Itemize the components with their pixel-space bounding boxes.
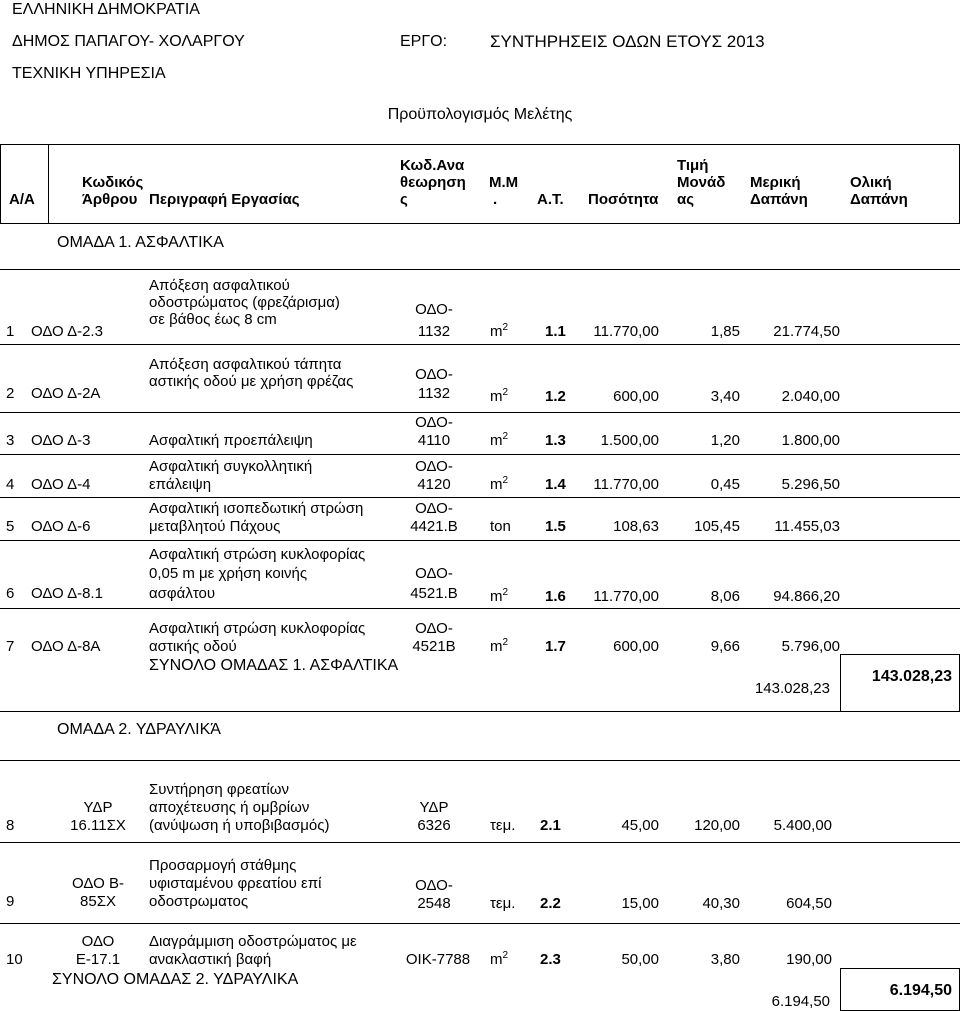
col-unit-price: Τιμή — [677, 157, 709, 174]
row-7-unit: $m^2$ — [490, 637, 509, 655]
row-4-article: 1.4 — [545, 476, 566, 493]
col-description: Περιγραφή Εργασίας — [149, 191, 300, 208]
col-revision: Κωδ.Ανα — [400, 157, 465, 174]
group-2-sum-total: 6.194,50 — [889, 982, 952, 999]
row-7-quantity: 600,00 — [613, 638, 659, 655]
col-total-cost: Ολική — [850, 174, 892, 191]
row-10-aa: 10 — [6, 951, 23, 968]
row-4-rev: ΟΔΟ- — [415, 458, 453, 475]
row-5-aa: 5 — [6, 518, 15, 535]
row-7-desc: Ασφαλτική στρώση κυκλοφορίας — [149, 620, 366, 637]
group-divider — [0, 760, 960, 761]
row-8-aa: 8 — [6, 817, 15, 834]
row-5-code: ΟΔΟ Δ-6 — [31, 518, 91, 535]
row-9-code: ΟΔΟ Β- — [72, 875, 124, 892]
row-9-desc: Προσαρμογή στάθμης — [149, 857, 297, 874]
row-2-partial: 2.040,00 — [781, 388, 840, 405]
row-4-unit: $m^2$ — [490, 475, 509, 493]
col-partial-cost-2: Δαπάνη — [750, 191, 808, 208]
row-2-desc-2: αστικής οδού με χρήση φρέζας — [149, 373, 354, 390]
row-2-aa: 2 — [6, 385, 15, 402]
row-6-desc-3: ασφάλτου — [149, 585, 216, 602]
row-9-code-2: 85ΣΧ — [80, 893, 116, 910]
row-4-desc-2: επάλειψη — [149, 476, 212, 493]
row-8-code-2: 16.11ΣΧ — [70, 817, 126, 834]
group-2-sum-partial: 6.194,50 — [771, 993, 830, 1010]
row-5-rev-2: 4421.Β — [410, 518, 458, 535]
row-8-quantity: 45,00 — [621, 817, 659, 834]
row-8-partial: 5.400,00 — [773, 817, 832, 834]
row-9-desc-2: υφισταμένου φρεατίου επί — [149, 875, 322, 892]
row-8-desc-2: αποχέτευσης ή ομβρίων — [149, 799, 310, 816]
row-6-unit: $m^2$ — [490, 587, 509, 605]
row-3-unit: $m^2$ — [490, 431, 509, 449]
row-10-quantity: 50,00 — [621, 951, 659, 968]
group-1-sum-label: ΣΥΝΟΛΟ ΟΜΑΔΑΣ 1. ΑΣΦΑΛΤΙΚΑ — [149, 657, 399, 674]
row-1-quantity: 11.770,00 — [593, 323, 659, 340]
col-partial-cost: Μερική — [750, 174, 801, 191]
row-3-quantity: 1.500,00 — [600, 432, 659, 449]
row-3-code: ΟΔΟ Δ-3 — [31, 432, 91, 449]
row-7-price: 9,66 — [710, 638, 740, 655]
row-3-rev: ΟΔΟ- — [415, 414, 453, 431]
row-2-rev-2: 1132 — [417, 385, 451, 402]
row-9-rev-2: 2548 — [417, 895, 451, 912]
col-total-cost-2: Δαπάνη — [850, 191, 908, 208]
row-4-quantity: 11.770,00 — [593, 476, 659, 493]
row-1-aa: 1 — [6, 323, 15, 340]
row-1-article: 1.1 — [545, 323, 566, 340]
row-divider — [0, 608, 960, 609]
row-1-code: ΟΔΟ Δ-2.3 — [31, 323, 103, 340]
row-6-partial: 94.866,20 — [773, 588, 840, 605]
col-code-2: Άρθρου — [82, 191, 138, 208]
row-9-unit: τεμ. — [490, 895, 516, 912]
row-3-article: 1.3 — [545, 432, 566, 449]
row-1-partial: 21.774,50 — [773, 323, 840, 340]
col-code: Κωδικός — [82, 174, 144, 191]
col-unit-2: . — [493, 191, 498, 208]
row-2-unit: $m^2$ — [490, 387, 509, 405]
row-9-article: 2.2 — [540, 895, 561, 912]
row-4-desc: Ασφαλτική συγκολλητική — [149, 458, 313, 475]
col-revision-2: θεωρηση — [400, 174, 466, 191]
row-divider — [0, 344, 960, 345]
header-service: ΤΕΧΝΙΚΗ ΥΠΗΡΕΣΙΑ — [12, 65, 166, 82]
header-municipality: ΔΗΜΟΣ ΠΑΠΑΓΟΥ- ΧΟΛΑΡΓΟΥ — [12, 33, 245, 50]
row-5-partial: 11.455,03 — [774, 518, 840, 535]
row-2-quantity: 600,00 — [613, 388, 659, 405]
row-6-code: ΟΔΟ Δ-8.1 — [31, 585, 103, 602]
row-5-unit: ton — [490, 518, 511, 535]
row-divider — [0, 497, 960, 498]
row-7-code: ΟΔΟ Δ-8Α — [31, 638, 101, 655]
group-1-sum-partial: 143.028,23 — [754, 680, 830, 697]
row-5-price: 105,45 — [694, 518, 740, 535]
row-9-partial: 604,50 — [786, 895, 832, 912]
row-8-article: 2.1 — [540, 817, 561, 834]
row-8-code: ΥΔΡ — [83, 799, 113, 816]
group-2-title: ΟΜΑΔΑ 2. ΥΔΡΑΥΛΙΚΆ — [57, 721, 221, 738]
row-1-unit: $m^2$ — [490, 322, 509, 340]
row-10-rev: ΟΙΚ-7788 — [405, 951, 471, 968]
row-2-code: ΟΔΟ Δ-2Α — [31, 385, 101, 402]
row-5-article: 1.5 — [545, 518, 566, 535]
col-unit: Μ.Μ — [489, 174, 519, 191]
row-3-rev-2: 4110 — [417, 432, 451, 449]
row-5-rev: ΟΔΟ- — [415, 500, 453, 517]
row-9-quantity: 15,00 — [621, 895, 659, 912]
row-9-desc-3: οδοστρωματος — [149, 893, 249, 910]
column-header-frame — [0, 144, 960, 224]
col-revision-3: ς — [400, 191, 408, 208]
row-6-desc-2: 0,05 m με χρήση κοινής — [149, 565, 308, 582]
row-divider — [0, 540, 960, 541]
group-2-sum-label: ΣΥΝΟΛΟ ΟΜΑΔΑΣ 2. ΥΔΡΑΥΛΙΚΑ — [52, 971, 299, 988]
row-4-rev-2: 4120 — [417, 476, 451, 493]
row-10-desc-2: ανακλαστική βαφή — [149, 951, 272, 968]
row-4-price: 0,45 — [710, 476, 740, 493]
row-3-price: 1,20 — [710, 432, 740, 449]
row-6-rev-2: 4521.Β — [410, 585, 458, 602]
row-7-article: 1.7 — [545, 638, 566, 655]
row-10-price: 3,80 — [710, 951, 740, 968]
row-4-code: ΟΔΟ Δ-4 — [31, 476, 91, 493]
row-9-price: 40,30 — [702, 895, 740, 912]
row-2-desc: Απόξεση ασφαλτικού τάπητα — [149, 356, 342, 373]
row-7-aa: 7 — [6, 638, 15, 655]
row-10-desc: Διαγράμμιση οδοστρώματος με — [149, 933, 357, 950]
row-7-rev: ΟΔΟ- — [415, 620, 453, 637]
row-divider — [0, 842, 960, 843]
group-1-sum-total: 143.028,23 — [871, 668, 952, 685]
row-6-rev: ΟΔΟ- — [415, 565, 453, 582]
row-8-unit: τεμ. — [490, 817, 516, 834]
column-separator — [48, 144, 49, 224]
row-2-article: 1.2 — [545, 388, 566, 405]
row-6-price: 8,06 — [710, 588, 740, 605]
project-title: ΣΥΝΤΗΡΗΣΕΙΣ ΟΔΩΝ ΕΤΟΥΣ 2013 — [490, 32, 765, 51]
row-2-rev: ΟΔΟ- — [415, 366, 453, 383]
group-divider — [0, 269, 960, 270]
row-3-aa: 3 — [6, 432, 15, 449]
row-1-desc-2: οδοστρώματος (φρεζάρισμα) — [149, 294, 340, 311]
row-6-article: 1.6 — [545, 588, 566, 605]
row-7-desc-2: αστικής οδού — [149, 638, 237, 655]
row-divider — [0, 923, 960, 924]
row-3-desc: Ασφαλτική προεπάλειψη — [149, 432, 313, 449]
row-4-partial: 5.296,50 — [781, 476, 840, 493]
row-7-rev-2: 4521Β — [412, 638, 456, 655]
row-10-unit: $m^2$ — [490, 950, 509, 968]
row-1-price: 1,85 — [710, 323, 740, 340]
row-2-price: 3,40 — [710, 388, 740, 405]
row-9-rev: ΟΔΟ- — [415, 877, 453, 894]
row-3-partial: 1.800,00 — [781, 432, 840, 449]
row-5-quantity: 108,63 — [613, 518, 659, 535]
col-article-number: Α.Τ. — [537, 191, 564, 208]
row-8-rev-2: 6326 — [417, 817, 451, 834]
row-5-desc-2: μεταβλητού Πάχους — [149, 518, 281, 535]
row-10-article: 2.3 — [540, 951, 561, 968]
row-8-desc-3: (ανύψωση ή υποβιβασμός) — [149, 817, 330, 834]
row-1-desc-3: σε βάθος έως 8 cm — [149, 311, 277, 328]
header-republic: ΕΛΛΗΝΙΚΗ ΔΗΜΟΚΡΑΤΙΑ — [12, 1, 200, 18]
row-7-partial: 5.796,00 — [781, 638, 840, 655]
row-1-desc: Απόξεση ασφαλτικού — [149, 277, 290, 294]
row-1-rev-2: 1132 — [417, 323, 451, 340]
row-10-partial: 190,00 — [786, 951, 832, 968]
document-title: Προϋπολογισμός Μελέτης — [387, 106, 573, 123]
row-6-aa: 6 — [6, 585, 15, 602]
col-unit-price-3: ας — [677, 191, 695, 208]
col-unit-price-2: Μονάδ — [677, 174, 726, 191]
row-4-aa: 4 — [6, 476, 15, 493]
col-aa: Α/Α — [9, 191, 35, 208]
project-label: ΕΡΓΟ: — [400, 33, 448, 50]
row-8-rev: ΥΔΡ — [419, 799, 449, 816]
row-8-desc: Συντήρηση φρεατίων — [149, 781, 289, 798]
group-1-title: ΟΜΑΔΑ 1. ΑΣΦΑΛΤΙΚΑ — [57, 234, 224, 251]
group-divider — [0, 711, 960, 712]
row-8-price: 120,00 — [694, 817, 740, 834]
row-10-code-2: Ε-17.1 — [75, 951, 121, 968]
row-6-quantity: 11.770,00 — [593, 588, 659, 605]
row-divider — [0, 412, 960, 413]
row-9-aa: 9 — [6, 893, 15, 910]
row-1-rev: ΟΔΟ- — [415, 301, 453, 318]
row-10-code: ΟΔΟ — [81, 933, 115, 950]
col-quantity: Ποσότητα — [588, 191, 659, 208]
row-6-desc: Ασφαλτική στρώση κυκλοφορίας — [149, 546, 366, 563]
row-divider — [0, 454, 960, 455]
row-5-desc: Ασφαλτική ισοπεδωτική στρώση — [149, 500, 364, 517]
